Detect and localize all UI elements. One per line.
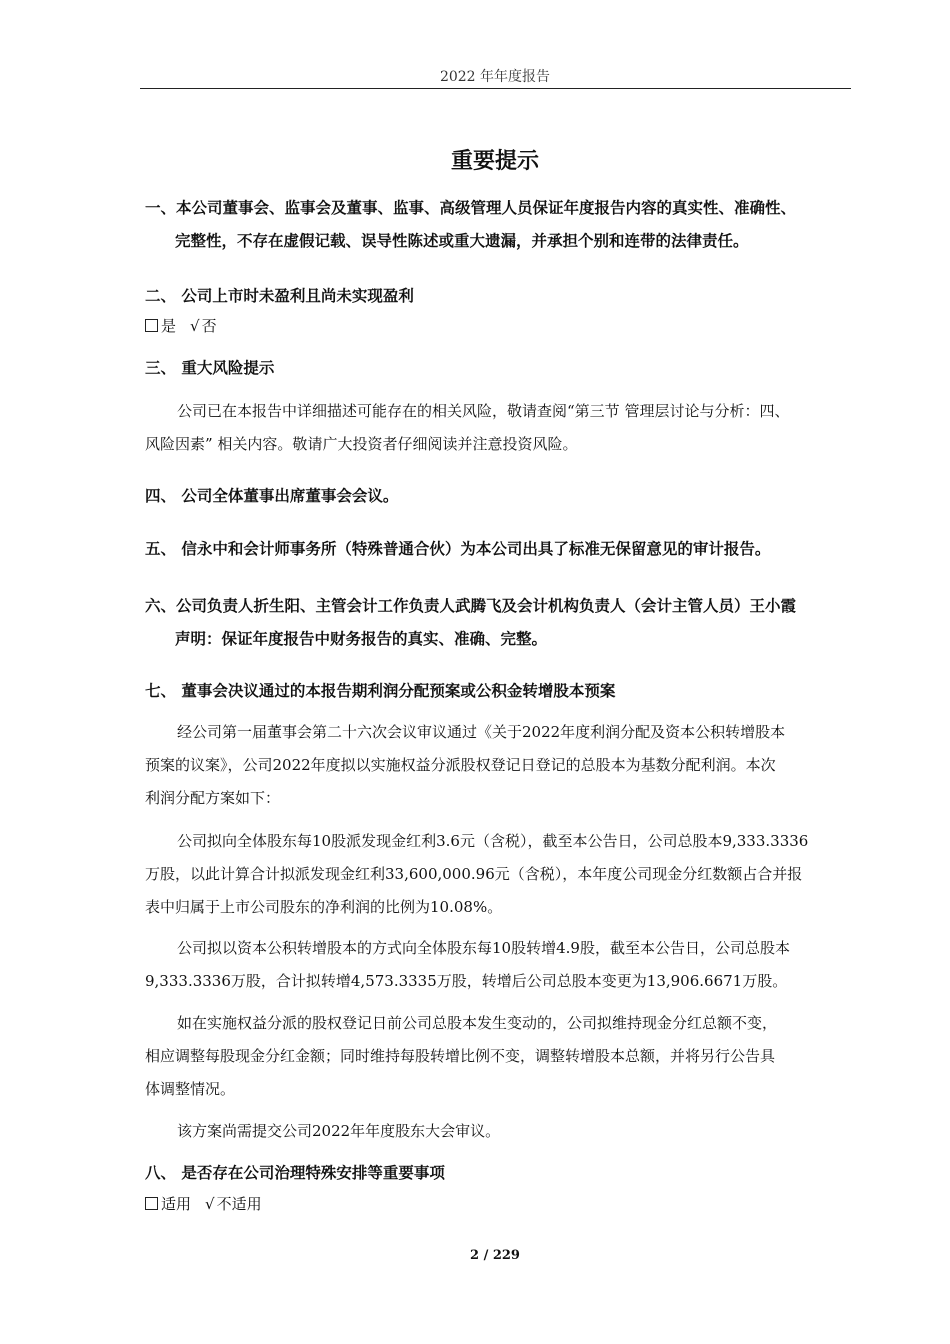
- check-mark-icon: √: [190, 317, 200, 335]
- paragraph-line: 9,333.3336万股，合计拟转增4,573.3335万股，转增后公司总股本变更为13,906.6671万股。: [145, 972, 788, 990]
- section-1-line-2: 完整性，不存在虚假记载、误导性陈述或重大遗漏，并承担个别和连带的法律责任。: [175, 232, 749, 250]
- paragraph-line: 相应调整每股现金分红金额；同时维持每股转增比例不变，调整转增股本总额，并将另行公告具: [145, 1047, 776, 1065]
- section-5-heading: 五、 信永中和会计师事务所（特殊普通合伙）为本公司出具了标准无保留意见的审计报告。: [145, 540, 771, 558]
- section-3-line-1: 公司已在本报告中详细描述可能存在的相关风险，敬请查阅“第三节 管理层讨论与分析：四、: [177, 402, 790, 420]
- paragraph-line: 公司拟向全体股东每10股派发现金红利3.6元（含税），截至本公告日，公司总股本9,333.3336: [177, 832, 809, 850]
- option-yes-label: 是: [161, 317, 177, 335]
- paragraph-line: 万股，以此计算合计拟派发现金红利33,600,000.96元（含税），本年度公司现金分红数额占合并报: [145, 865, 803, 883]
- paragraph-line: 表中归属于上市公司股东的净利润的比例为10.08%。: [145, 898, 503, 916]
- section-3-body: [145, 395, 853, 461]
- checkbox-empty-icon: [145, 1197, 158, 1210]
- section-7-paragraph-3: [145, 932, 853, 998]
- section-8-heading: 八、 是否存在公司治理特殊安排等重要事项: [145, 1164, 445, 1182]
- section-6-line-2: 声明：保证年度报告中财务报告的真实、准确、完整。: [175, 630, 548, 648]
- paragraph-line: 利润分配方案如下：: [145, 789, 281, 807]
- header-divider: [140, 88, 851, 89]
- section-8-options: [145, 1192, 262, 1216]
- checkbox-empty-icon: [145, 319, 158, 332]
- paragraph-line: 该方案尚需提交公司2022年年度股东大会审议。: [177, 1122, 501, 1140]
- section-1: [145, 192, 855, 258]
- check-mark-icon: √: [205, 1195, 215, 1213]
- option-not-applicable-label: 不适用: [216, 1195, 262, 1213]
- section-3-line-2: 风险因素” 相关内容。敬请广大投资者仔细阅读并注意投资风险。: [145, 435, 578, 453]
- section-2-heading: 二、 公司上市时未盈利且尚未实现盈利: [145, 287, 414, 305]
- section-3-heading: 三、 重大风险提示: [145, 359, 275, 377]
- section-7-heading: 七、 董事会决议通过的本报告期利润分配预案或公积金转增股本预案: [145, 682, 616, 700]
- paragraph-line: 经公司第一届董事会第二十六次会议审议通过《关于2022年度利润分配及资本公积转增股本: [177, 723, 786, 741]
- section-7-paragraph-4: [145, 1007, 853, 1106]
- paragraph-line: 公司拟以资本公积转增股本的方式向全体股东每10股转增4.9股，截至本公告日，公司总股本: [177, 939, 790, 957]
- section-7-paragraph-5: [145, 1115, 853, 1148]
- section-7-paragraph-2: [145, 825, 853, 924]
- section-7-paragraph-1: [145, 716, 853, 815]
- option-no-label: 否: [201, 317, 217, 335]
- page-title: 重要提示: [450, 149, 539, 174]
- section-6-line-1: 六、公司负责人折生阳、主管会计工作负责人武腾飞及会计机构负责人（会计主管人员）王小霞: [145, 597, 797, 615]
- paragraph-line: 如在实施权益分派的股权登记日前公司总股本发生变动的，公司拟维持现金分红总额不变，: [177, 1014, 778, 1032]
- section-4-heading: 四、 公司全体董事出席董事会会议。: [145, 487, 399, 505]
- paragraph-line: 体调整情况。: [145, 1080, 236, 1098]
- section-6: [145, 590, 855, 656]
- section-2-options: [145, 314, 217, 338]
- paragraph-line: 预案的议案》，公司2022年度拟以实施权益分派股权登记日登记的总股本为基数分配利润。本次: [145, 756, 776, 774]
- option-applicable-label: 适用: [161, 1195, 192, 1213]
- running-header: 2022 年年度报告: [439, 69, 551, 85]
- page-number: 2 / 229: [470, 1248, 520, 1263]
- section-1-line-1: 一、本公司董事会、监事会及董事、监事、高级管理人员保证年度报告内容的真实性、准确性、: [145, 199, 797, 217]
